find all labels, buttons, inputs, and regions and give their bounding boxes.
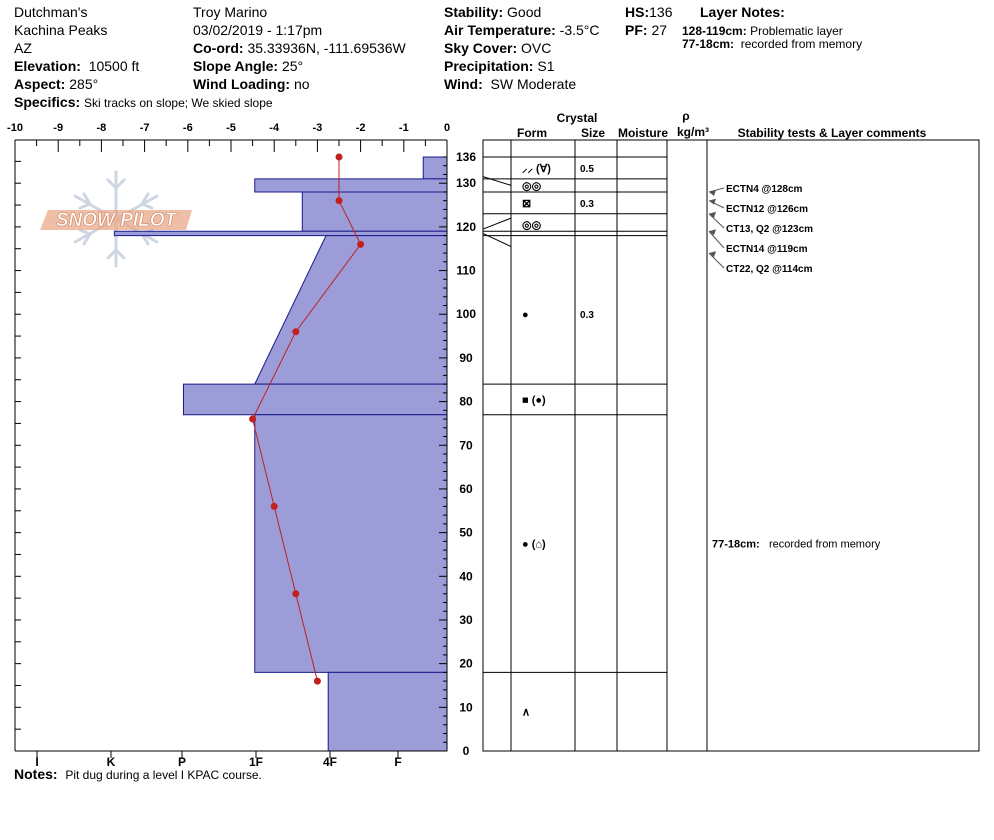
hardness-tick-label: 1F [248,755,264,769]
hardness-tick-label: 4F [322,755,338,769]
wind-label: Wind: [444,76,483,92]
layer-note-1-range: 128-119cm: [682,24,747,38]
stability-test-label: CT22, Q2 @114cm [726,264,813,275]
temperature-tick-label: -3 [312,122,323,134]
layer-comment-range: 77-18cm: [712,538,760,551]
stability-comments-header: Stability tests & Layer comments [737,126,927,140]
aspect-label: Aspect: [14,76,66,92]
layer-table-content [522,163,881,719]
state-name: AZ [14,40,32,56]
layer-size-label: 0.5 [580,163,594,175]
height-tick-label: 50 [459,525,473,540]
stability-value: Good [507,4,542,20]
form-header: Form [517,126,547,140]
temperature-tick-label: -2 [355,122,366,134]
temperature-tick-label: -5 [226,122,236,134]
layer-form-label: ⊠ [522,197,532,210]
observation-datetime: 03/02/2019 - 1:17pm [193,22,323,38]
temperature-tick-label: -9 [53,122,64,134]
temperature-point [292,328,299,335]
wind-loading-label: Wind Loading: [193,76,291,92]
height-tick-label: 80 [459,394,473,409]
temperature-tick-label: -8 [96,122,107,134]
layer-note-2-range: 77-18cm: [682,37,735,51]
hs-label: HS: [625,4,650,20]
hardness-tick-label: K [106,755,116,769]
observer-name: Troy Marino [193,4,268,20]
rho-header: ρ [682,109,690,123]
height-tick-label: 130 [455,176,477,191]
temperature-point [292,590,299,597]
stability-test-arrow [709,231,724,248]
height-tick-label: 90 [459,350,473,365]
height-tick-label: 0 [462,744,470,758]
temperature-tick-label: -1 [398,122,409,134]
layer-form-label: ∧ [522,706,531,719]
connector-slant [483,177,511,186]
connector-slant [483,218,511,229]
temperature-point [357,241,364,248]
layer-form-label: ◎◎ [522,219,542,232]
air-temp-value: -3.5°C [559,22,600,38]
layer-form-label: ● [522,309,529,322]
hardness-axis [15,751,447,769]
specifics-label: Specifics: [14,94,81,110]
slope-label: Slope Angle: [193,58,279,74]
height-tick-label: 120 [455,219,477,234]
temperature-point [271,503,278,510]
pf-value: 27 [651,22,668,38]
notes-label: Notes: [14,766,58,782]
temperature-point [336,197,343,204]
sky-label: Sky Cover: [444,40,518,56]
layer-notes-heading: Layer Notes: [700,4,785,20]
location-name: Dutchman's [14,4,88,20]
hardness-tick-label: F [394,755,402,769]
layer-form-label: ◎◎ [522,180,542,193]
stability-test-label: ECTN14 @119cm [726,244,808,255]
hardness-layer-0 [423,157,447,179]
air-temp-label: Air Temperature: [444,22,556,38]
height-tick-label: 136 [455,150,477,164]
wind-value: SW Moderate [490,76,577,92]
stability-test-label: CT13, Q2 @123cm [726,224,814,235]
coord-label: Co-ord: [193,40,244,56]
stability-test-arrow [709,214,724,228]
height-tick-label: 100 [455,307,477,322]
layer-size-label: 0.3 [580,198,594,210]
layer-note-1-text: Problematic layer [750,24,843,38]
height-tick-label: 30 [459,612,473,627]
hardness-layer-3 [114,231,447,235]
elevation-value: 10500 ft [88,58,140,74]
temperature-point [249,416,256,423]
moisture-header: Moisture [617,126,669,140]
size-header: Size [580,126,606,140]
layer-note-2-text: recorded from memory [740,37,863,51]
stability-test-arrow [709,253,724,268]
hardness-tick-label: I [35,755,39,769]
elevation-label: Elevation: [14,58,81,74]
temperature-tick-label: -10 [7,122,23,134]
stability-label: Stability: [444,4,504,20]
snowpilot-logo-text: SNOW PILOT [55,210,177,231]
layer-form-label: ⸝⸝ (∀) [522,162,551,175]
layer-form-label: ● (⌂) [522,538,546,551]
height-tick-label: 70 [459,438,473,453]
temperature-point [314,678,321,685]
specifics-value: Ski tracks on slope; We skied slope [84,96,273,110]
hardness-layer-1 [255,179,447,192]
temperature-tick-label: -7 [139,122,150,134]
height-tick-label: 110 [456,263,476,278]
height-tick-label: 10 [459,700,473,715]
hardness-layer-5 [183,384,447,415]
hardness-layer-2 [302,192,447,231]
height-tick-label: 60 [459,481,473,496]
height-tick-label: 40 [459,569,473,584]
slope-value: 25° [281,58,304,74]
aspect-value: 285° [69,76,99,92]
hardness-tick-label: P [177,755,187,769]
layer-form-label: ■ (●) [522,394,546,407]
precip-value: S1 [537,58,555,74]
notes-value: Pit dug during a level I KPAC course. [65,768,262,782]
coord-value: 35.33936N, -111.69536W [247,40,406,56]
temperature-point [336,154,343,161]
layer-comment-text: recorded from memory [769,538,881,551]
hardness-layer-7 [328,672,447,751]
snowpilot-logo [40,210,192,231]
temperature-tick-label: -4 [269,122,280,134]
precip-label: Precipitation: [444,58,534,74]
temperature-tick-label: -6 [182,122,193,134]
sky-value: OVC [521,40,552,56]
layer-size-label: 0.3 [580,310,594,322]
density-unit-header: kg/m³ [676,125,710,139]
temperature-tick-label: 0 [443,122,451,134]
range-name: Kachina Peaks [14,22,108,38]
stability-test-label: ECTN12 @126cm [726,204,809,215]
hardness-profile [114,157,447,751]
stability-test-label: ECTN4 @128cm [726,184,803,195]
pf-label: PF: [625,22,648,38]
crystal-header: Crystal [556,111,598,125]
wind-loading-value: no [293,76,310,92]
height-tick-label: 20 [459,656,473,671]
hs-value: 136 [649,4,673,20]
